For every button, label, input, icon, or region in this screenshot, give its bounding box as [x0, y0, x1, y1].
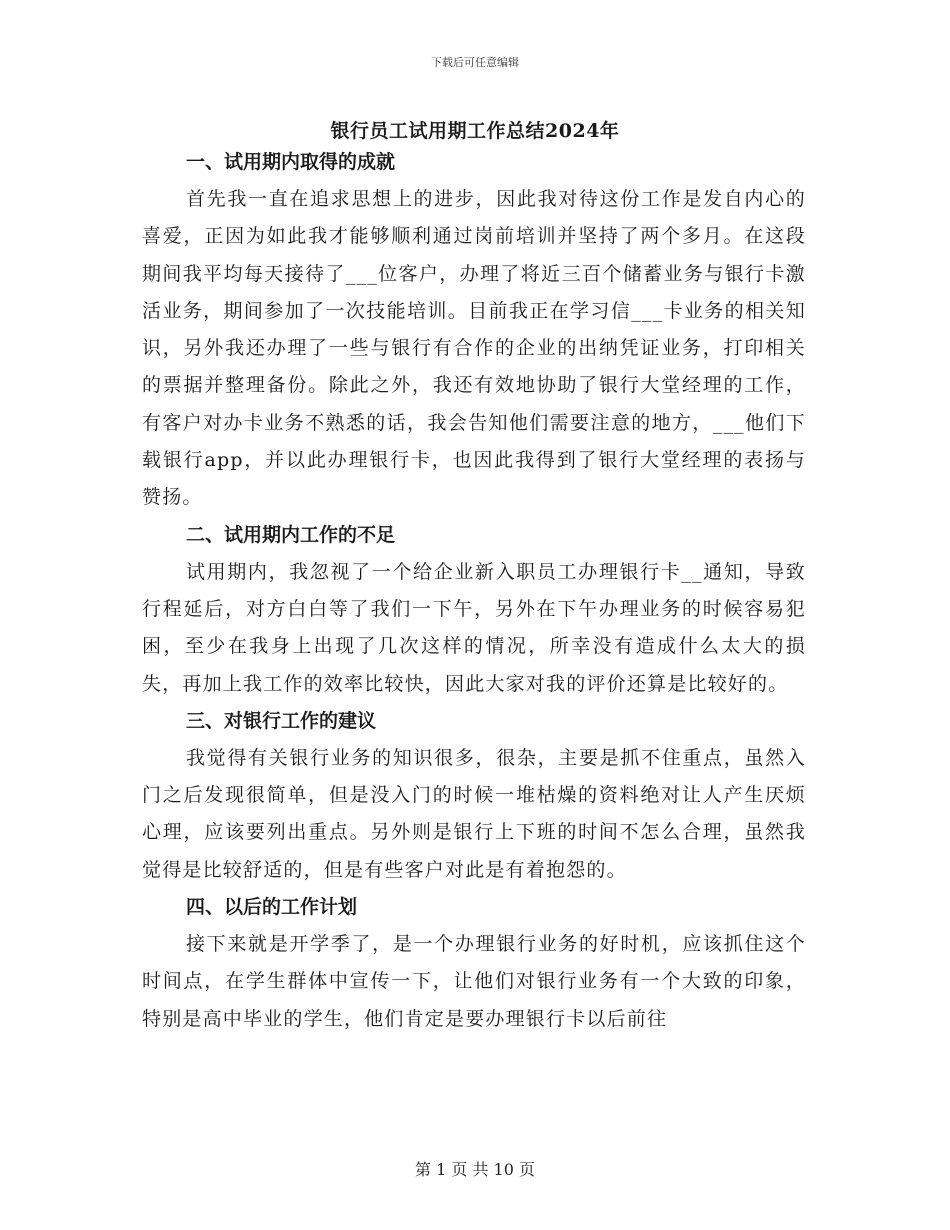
section-shortcomings — [142, 517, 806, 703]
section-paragraph: 试用期内，我忽视了一个给企业新入职员工办理银行卡__通知，导致行程延后，对方白白等了我们一下午，另外在下午办理业务的时候容易犯困，至少在我身上出现了几次这样的情况，所幸没有造成什么太大的损失，再加上我工作的效率比较快，因此大家对我的评价还算是比较好的。 — [142, 560, 806, 695]
section-future-plan — [142, 889, 806, 1038]
section-suggestions — [142, 703, 806, 889]
document-body — [142, 144, 806, 1038]
section-heading: 三、对银行工作的建议 — [186, 709, 377, 732]
document-title: 银行员工试用期工作总结2024年 — [330, 120, 620, 142]
section-paragraph: 接下来就是开学季了，是一个办理银行业务的好时机，应该抓住这个时间点，在学生群体中宣传一下，让他们对银行业务有一个大致的印象，特别是高中毕业的学生，他们肯定是要办理银行卡以后前往 — [142, 933, 806, 1030]
page-footer: 第 1 页 共 10 页 — [415, 1160, 535, 1179]
section-paragraph: 我觉得有关银行业务的知识很多，很杂，主要是抓不住重点，虽然入门之后发现很简单，但是没入门的时候一堆枯燥的资料绝对让人产生厌烦心理，应该要列出重点。另外则是银行上下班的时间不怎么合理，虽然我觉得是比较舒适的，但是有些客户对此是有着抱怨的。 — [142, 746, 806, 881]
header-note: 下载后可任意编辑 — [431, 56, 519, 69]
section-achievements — [142, 144, 806, 517]
section-heading: 一、试用期内取得的成就 — [186, 151, 396, 173]
section-paragraph: 首先我一直在追求思想上的进步，因此我对待这份工作是发自内心的喜爱，正因为如此我才能够顺利通过岗前培训并坚持了两个多月。在这段期间我平均每天接待了___位客户，办理了将近三百个储蓄业务与银行卡激活业务，期间参加了一次技能培训。目前我正在学习信___卡业务的相关知识，另外我还办理了一些与银行有合作的企业的出纳凭证业务，打印相关的票据并整理备份。除此之外，我还有效地协助了银行大堂经理的工作，有客户对办卡业务不熟悉的话，我会告知他们需要注意的地方，___他们下载银行app，并以此办理银行卡，也因此我得到了银行大堂经理的表扬与赞扬。 — [142, 188, 806, 509]
section-heading: 四、以后的工作计划 — [186, 896, 358, 919]
section-heading: 二、试用期内工作的不足 — [186, 523, 396, 546]
